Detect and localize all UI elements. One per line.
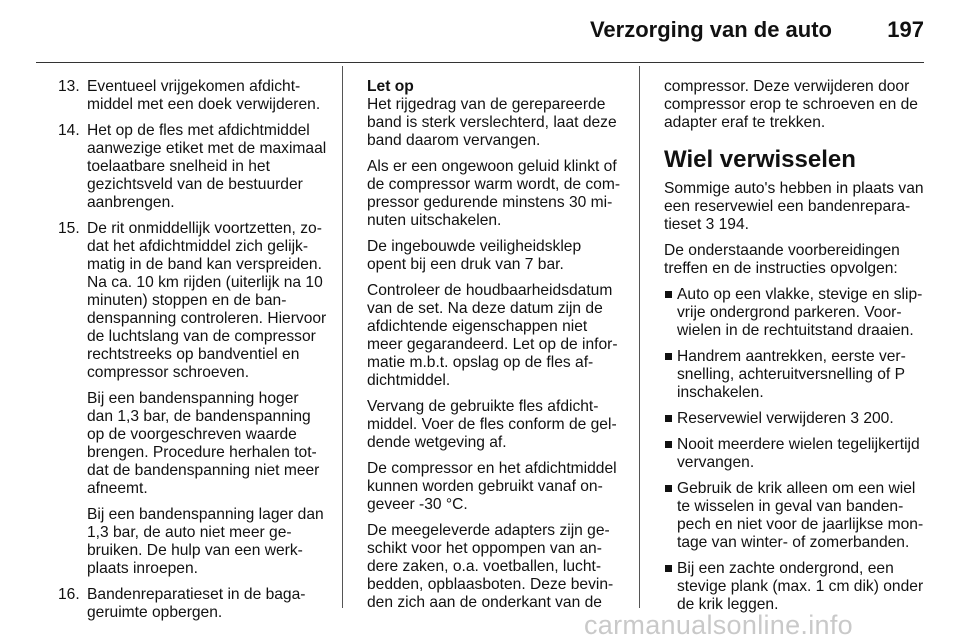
item-number: 15. bbox=[58, 220, 80, 237]
lead-paragraph: De onderstaande voorbereidingen treffen en de instructies opvolgen: bbox=[664, 242, 900, 277]
page-title: Verzorging van de auto bbox=[589, 17, 832, 42]
item-number: 16. bbox=[58, 586, 80, 603]
bullet-square-icon bbox=[665, 441, 672, 448]
continuation-paragraph: compressor. Deze verwijderen door compressor erop te schroeven en de adapter eraf te trekken. bbox=[664, 78, 918, 131]
paragraph: De compressor en het afdichtmiddel kunnen worden gebruikt vanaf ongeveer -30 °C. bbox=[367, 460, 617, 513]
list-item bbox=[58, 78, 328, 114]
bullet-square-icon bbox=[665, 485, 672, 492]
column-3 bbox=[664, 78, 924, 622]
page-number: 197 bbox=[887, 17, 924, 42]
list-item bbox=[58, 586, 328, 622]
bullet-text: Nooit meerdere wielen tegelijkertijd vervangen. bbox=[677, 436, 920, 471]
item-text: Bij een bandenspanning hoger dan 1,3 bar, de bandenspanning op de voorgeschreven waarde brengen. Procedure herhalen totdat de bandenspanning niet meer afneemt. bbox=[87, 390, 320, 497]
item-text: Eventueel vrijgekomen afdichtmiddel met een doek verwijderen. bbox=[87, 78, 321, 113]
item-text: Bij een bandenspanning lager dan 1,3 bar, de auto niet meer gebruiken. De hulp van een werkplaats inroepen. bbox=[87, 506, 324, 577]
bullet-item bbox=[664, 560, 924, 614]
section-heading: Wiel verwisselen bbox=[664, 146, 856, 173]
item-text: Bandenreparatieset in de bagageruimte opbergen. bbox=[87, 586, 306, 621]
bullet-square-icon bbox=[665, 415, 672, 422]
paragraph: Als er een ongewoon geluid klinkt of de compressor warm wordt, de compressor gedurende minstens 30 minuten uitschakelen. bbox=[367, 158, 621, 229]
item-number: 13. bbox=[58, 78, 80, 95]
paragraph: Het rijgedrag van de gerepareerde band is sterk verslechterd, laat deze band daarom vervangen. bbox=[367, 96, 617, 149]
bullet-item bbox=[664, 480, 924, 552]
item-text: De rit onmiddellijk voortzetten, zodat het afdichtmiddel zich gelijkmatig in de band kan verspreiden. Na ca. 10 km rijden (uiterlijk na 10 minuten) stoppen en de bandenspanning controleren. Hiervoor de luchtslang van de compressor rechtstreeks op bandventiel en compressor schroeven. bbox=[87, 220, 327, 381]
bullet-square-icon bbox=[665, 353, 672, 360]
column-2 bbox=[367, 78, 623, 620]
column-divider-1 bbox=[342, 66, 343, 608]
list-item bbox=[58, 220, 328, 578]
bullet-text: Gebruik de krik alleen om een wiel te wisselen in geval van bandenpech en niet voor de jaarlijkse montage van winter- of zomerbanden. bbox=[677, 480, 924, 551]
column-1 bbox=[58, 78, 328, 630]
paragraph: De ingebouwde veiligheidsklep opent bij een druk van 7 bar. bbox=[367, 238, 582, 273]
paragraph: De meegeleverde adapters zijn geschikt voor het oppompen van andere zaken, o.a. voetballen, luchtbedden, opblaasboten. Deze bevinden zich aan de onderkant van de bbox=[367, 522, 614, 611]
paragraph: Vervang de gebruikte fles afdichtmiddel. Voer de fles conform de geldende wetgeving af. bbox=[367, 398, 617, 451]
note-label: Let op bbox=[367, 78, 414, 95]
watermark: carmanualsonline.info bbox=[584, 610, 853, 640]
list-item bbox=[58, 122, 328, 212]
bullet-square-icon bbox=[665, 565, 672, 572]
column-divider-2 bbox=[639, 66, 640, 608]
bullet-item bbox=[664, 348, 924, 402]
paragraph: Controleer de houdbaarheidsdatum van de set. Na deze datum zijn de afdichtende eigenschappen niet meer gegarandeerd. Let op de informatie m.b.t. opslag op de fles afdichtmiddel. bbox=[367, 282, 618, 389]
intro-paragraph: Sommige auto's hebben in plaats van een reservewiel een bandenreparatieset 3 194. bbox=[664, 180, 924, 233]
bullet-text: Handrem aantrekken, eerste versnelling, achteruitversnelling of P inschakelen. bbox=[677, 348, 906, 401]
bullet-text: Auto op een vlakke, stevige en slipvrije ondergrond parkeren. Voorwielen in de rechtuitstand draaien. bbox=[677, 286, 923, 339]
item-number: 14. bbox=[58, 122, 80, 139]
header-divider bbox=[36, 62, 924, 63]
bullet-item bbox=[664, 410, 924, 428]
item-text: Het op de fles met afdichtmiddel aanwezige etiket met de maximaal toelaatbare snelheid in het gezichtsveld van de bestuurder aanbrengen. bbox=[87, 122, 327, 211]
bullet-item bbox=[664, 286, 924, 340]
bullet-text: Reservewiel verwijderen 3 200. bbox=[677, 410, 894, 427]
bullet-text: Bij een zachte ondergrond, een stevige plank (max. 1 cm dik) onder de krik leggen. bbox=[677, 560, 924, 613]
bullet-square-icon bbox=[665, 291, 672, 298]
bullet-item bbox=[664, 436, 924, 472]
